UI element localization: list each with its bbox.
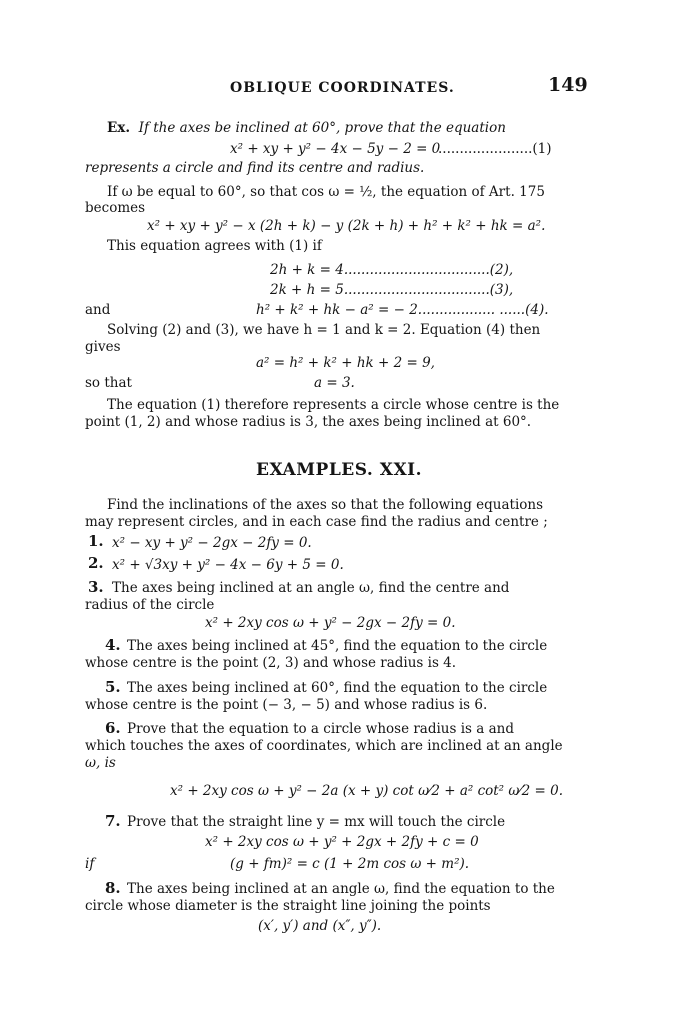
exercise-text: ω, is — [85, 755, 116, 771]
exercise-text: x² + √3xy + y² − 4x − 6y + 5 = 0. — [112, 557, 344, 573]
conclusion-line2: point (1, 2) and whose radius is 3, the axes being inclined at 60°. — [85, 414, 532, 430]
so-that-label: so that — [85, 375, 132, 391]
and-label: and — [85, 302, 111, 318]
exercise-equation: (x′, y′) and (x″, y″). — [258, 918, 382, 934]
example-label: Ex. — [107, 120, 131, 136]
exercise-text: Prove that the straight line y = mx will touch the circle — [127, 814, 506, 830]
examples-intro-line2: may represent circles, and in each case find the radius and centre ; — [85, 514, 548, 530]
example-prompt: If the axes be inclined at 60°, prove that the equation — [138, 120, 506, 136]
a-equation: a = 3. — [314, 375, 355, 391]
exercise-text: The axes being inclined at an angle ω, find the centre and — [112, 580, 510, 596]
exercise-number: 1. — [88, 532, 104, 550]
solution-para1-line2: becomes — [85, 200, 146, 216]
exercise-number: 3. — [88, 578, 104, 596]
exercise-text: whose centre is the point (2, 3) and whose radius is 4. — [85, 655, 457, 671]
solution-para1-line1: If ω be equal to 60°, so that cos ω = ½, the equation of Art. 175 — [107, 184, 545, 200]
equation-4: h² + k² + hk − a² = − 2.................. ......(4). — [256, 302, 549, 318]
exercise-text: whose centre is the point (− 3, − 5) and whose radius is 6. — [85, 697, 488, 713]
exercise-text: The axes being inclined at 60°, find the equation to the circle — [127, 680, 548, 696]
exercise-equation: x² + 2xy cos ω + y² − 2gx − 2fy = 0. — [205, 615, 456, 631]
equation-3: 2k + h = 5..................................(3), — [270, 282, 514, 298]
exercise-text: radius of the circle — [85, 597, 215, 613]
running-header: OBLIQUE COORDINATES. — [230, 80, 455, 96]
exercise-equation: (g + fm)² = c (1 + 2m cos ω + m²). — [230, 856, 470, 872]
example-prompt-continued: represents a circle and find its centre and radius. — [85, 160, 425, 176]
exercise-number: 4. — [105, 636, 121, 654]
exercise-number: 2. — [88, 554, 104, 572]
general-circle-equation: x² + xy + y² − x (2h + k) − y (2k + h) + h² + k² + hk = a². — [147, 218, 546, 234]
examples-intro-line1: Find the inclinations of the axes so that the following equations — [107, 497, 544, 513]
if-label: if — [85, 856, 95, 872]
example-equation: x² + xy + y² − 4x − 5y − 2 = 0 — [230, 141, 441, 157]
section-heading: EXAMPLES. XXI. — [256, 460, 423, 480]
exercise-text: The axes being inclined at an angle ω, find the equation to the — [127, 881, 555, 897]
exercise-text: The axes being inclined at 45°, find the equation to the circle — [127, 638, 548, 654]
exercise-text: Prove that the equation to a circle whose radius is a and — [127, 721, 514, 737]
agrees-text: This equation agrees with (1) if — [107, 238, 322, 254]
conclusion-line1: The equation (1) therefore represents a circle whose centre is the — [107, 397, 560, 413]
exercise-number: 7. — [105, 812, 121, 830]
exercise-equation: x² + 2xy cos ω + y² + 2gx + 2fy + c = 0 — [205, 834, 479, 850]
solving-line1: Solving (2) and (3), we have h = 1 and k = 2. Equation (4) then — [107, 322, 541, 338]
solving-line2: gives — [85, 339, 121, 355]
exercise-equation: x² + 2xy cos ω + y² − 2a (x + y) cot ω⁄2 + a² cot² ω⁄2 = 0. — [170, 783, 564, 799]
exercise-text: x² − xy + y² − 2gx − 2fy = 0. — [112, 535, 312, 551]
exercise-text: circle whose diameter is the straight line joining the points — [85, 898, 491, 914]
exercise-number: 5. — [105, 678, 121, 696]
equation-2: 2h + k = 4..................................(2), — [270, 262, 514, 278]
a-squared-equation: a² = h² + k² + hk + 2 = 9, — [256, 355, 435, 371]
exercise-number: 6. — [105, 719, 121, 737]
example-prompt-line — [107, 120, 506, 136]
page-number: 149 — [548, 74, 588, 96]
equation-ref-1: ......................(1) — [438, 141, 552, 157]
exercise-number: 8. — [105, 879, 121, 897]
exercise-text: which touches the axes of coordinates, which are inclined at an angle — [85, 738, 563, 754]
